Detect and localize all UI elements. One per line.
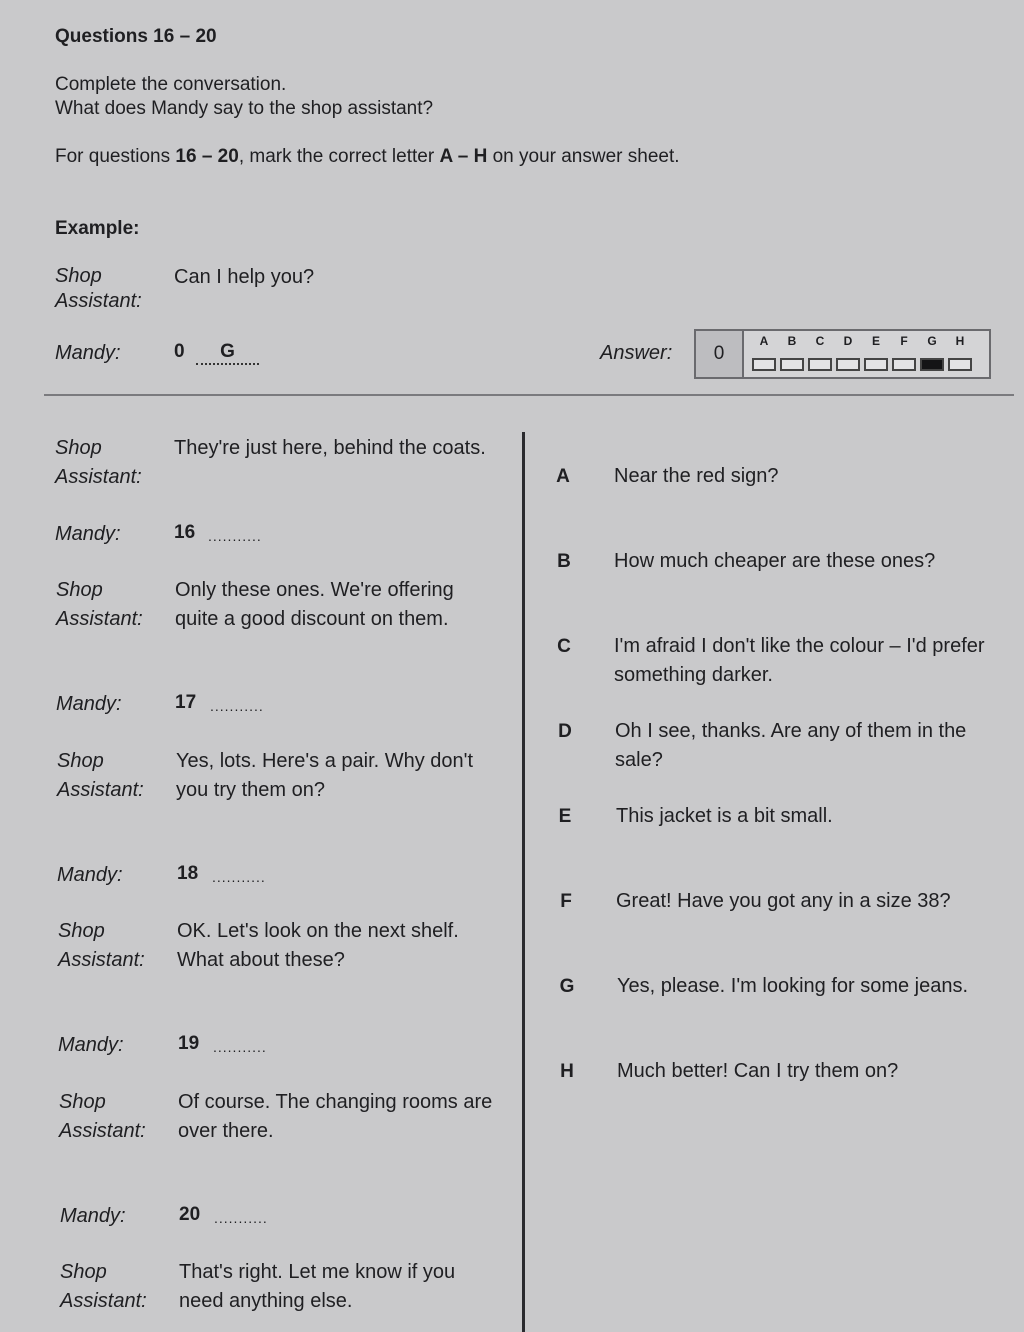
shop-line-3-text-2: you try them on? (176, 779, 325, 801)
example-label: Example: (55, 218, 140, 239)
bubble-h (948, 358, 972, 371)
answer-blank-16[interactable]: ........... (208, 528, 262, 544)
option-letter-a: A (556, 466, 570, 487)
option-a-line-1: Near the red sign? (614, 465, 779, 487)
shop-speaker-1 (55, 434, 142, 492)
shop-line-4 (177, 917, 459, 975)
bubble-letter-g: G (927, 334, 937, 348)
option-c-line-1: I'm afraid I don't like the colour – I'd prefer (614, 635, 985, 657)
bubble-c (808, 358, 832, 371)
question-number-17: 17 (175, 692, 197, 713)
answer-blank-20[interactable]: ........... (214, 1210, 268, 1226)
bubble-letter-h: H (955, 334, 965, 348)
shop-line-3 (176, 747, 473, 805)
option-d-line-2: sale? (615, 749, 663, 771)
bubble-letter-c: C (815, 334, 825, 348)
option-text-c[interactable] (614, 632, 985, 690)
example-shop-speaker (55, 264, 142, 314)
option-text-d[interactable] (615, 717, 966, 775)
shop-speaker-2 (56, 576, 143, 634)
instruction-3-pre: For questions (55, 146, 176, 167)
bubble-letter-a: A (759, 334, 769, 348)
answer-box-number: 0 (696, 331, 744, 377)
shop-speaker-3 (57, 747, 144, 805)
option-f-line-1: Great! Have you got any in a size 38? (616, 890, 951, 912)
example-assistant-word: Assistant: (55, 290, 142, 312)
shop-line-5 (178, 1088, 492, 1146)
option-letter-h: H (560, 1061, 574, 1082)
example-number: 0 (174, 341, 185, 362)
option-text-f[interactable] (616, 887, 951, 916)
assistant-word: Assistant: (58, 949, 145, 971)
answer-bubbles (752, 331, 982, 377)
option-c-line-2: something darker. (614, 664, 773, 686)
shop-line-5-text-1: Of course. The changing rooms are (178, 1091, 493, 1113)
bubble-letter-d: D (843, 334, 853, 348)
example-mandy-label: Mandy: (55, 342, 121, 364)
bubble-d (836, 358, 860, 371)
shop-line-6-text-1: That's right. Let me know if you (179, 1261, 456, 1283)
shop-line-5-text-2: over there. (178, 1120, 274, 1142)
shop-line-1 (174, 434, 486, 463)
instruction-3-letters: A – H (439, 146, 488, 167)
question-number-18: 18 (177, 863, 199, 884)
answer-blank-18[interactable]: ........... (212, 869, 266, 885)
assistant-word: Assistant: (55, 466, 142, 488)
option-letter-e: E (558, 806, 572, 827)
instruction-3-range: 16 – 20 (175, 146, 239, 167)
shop-speaker-4 (58, 917, 145, 975)
mandy-label-16: Mandy: (55, 523, 121, 545)
option-h-line-1: Much better! Can I try them on? (617, 1060, 899, 1082)
bubble-a (752, 358, 776, 371)
bubble-g (920, 358, 944, 371)
option-letter-d: D (558, 721, 572, 742)
answer-blank-19[interactable]: ........... (213, 1039, 267, 1055)
option-d-line-1: Oh I see, thanks. Are any of them in the (615, 720, 967, 742)
assistant-word: Assistant: (57, 779, 144, 801)
bubble-letter-e: E (871, 334, 880, 348)
instruction-2: What does Mandy say to the shop assistant? (55, 98, 434, 119)
shop-word: Shop (57, 750, 104, 772)
answer-box (694, 329, 991, 379)
option-g-line-1: Yes, please. I'm looking for some jeans. (617, 975, 969, 997)
option-text-b[interactable] (614, 547, 935, 576)
question-number-16: 16 (174, 522, 196, 543)
assistant-word: Assistant: (59, 1120, 146, 1142)
instruction-3-mid: , mark the correct letter (238, 146, 440, 167)
mandy-label-19: Mandy: (58, 1034, 124, 1056)
assistant-word: Assistant: (56, 608, 143, 630)
instruction-1: Complete the conversation. (55, 74, 287, 95)
mandy-label-17: Mandy: (56, 693, 122, 715)
option-text-e[interactable] (616, 802, 833, 831)
option-letter-b: B (557, 551, 571, 572)
shop-speaker-6 (60, 1258, 147, 1316)
option-letter-f: F (560, 891, 572, 912)
bubble-letter-f: F (900, 334, 908, 348)
assistant-word: Assistant: (60, 1290, 147, 1312)
example-answer: G (196, 341, 259, 365)
shop-line-6 (179, 1258, 455, 1316)
bubble-f (892, 358, 916, 371)
mandy-label-20: Mandy: (60, 1205, 126, 1227)
mandy-label-18: Mandy: (57, 864, 123, 886)
example-shop-word: Shop (55, 265, 102, 287)
option-e-line-1: This jacket is a bit small. (616, 805, 833, 827)
option-text-g[interactable] (617, 972, 968, 1001)
shop-line-2 (175, 576, 454, 634)
shop-word: Shop (55, 437, 102, 459)
bubble-b (780, 358, 804, 371)
shop-word: Shop (58, 920, 105, 942)
shop-line-4-text-1: OK. Let's look on the next shelf. (177, 920, 459, 942)
question-number-20: 20 (179, 1204, 201, 1225)
shop-line-3-text-1: Yes, lots. Here's a pair. Why don't (176, 750, 474, 772)
shop-line-2-text-1: Only these ones. We're offering (175, 579, 454, 601)
option-b-line-1: How much cheaper are these ones? (614, 550, 936, 572)
shop-line-1-text: They're just here, behind the coats. (174, 437, 486, 459)
page-title: Questions 16 – 20 (55, 26, 217, 47)
bubble-letter-b: B (787, 334, 797, 348)
shop-line-2-text-2: quite a good discount on them. (175, 608, 449, 630)
option-letter-c: C (557, 636, 571, 657)
answer-label: Answer: (600, 342, 673, 364)
bubble-e (864, 358, 888, 371)
instruction-3-post: on your answer sheet. (487, 146, 680, 167)
instruction-3 (55, 146, 680, 168)
shop-word: Shop (59, 1091, 106, 1113)
column-divider (522, 432, 525, 1332)
shop-line-4-text-2: What about these? (177, 949, 345, 971)
example-shop-text: Can I help you? (174, 266, 315, 288)
option-text-a[interactable] (614, 462, 779, 491)
shop-speaker-5 (59, 1088, 146, 1146)
option-letter-g: G (559, 976, 575, 997)
section-divider (44, 394, 1014, 396)
shop-word: Shop (56, 579, 103, 601)
option-text-h[interactable] (617, 1057, 898, 1086)
shop-word: Shop (60, 1261, 107, 1283)
question-number-19: 19 (178, 1033, 200, 1054)
shop-line-6-text-2: need anything else. (179, 1290, 353, 1312)
answer-blank-17[interactable]: ........... (210, 698, 264, 714)
